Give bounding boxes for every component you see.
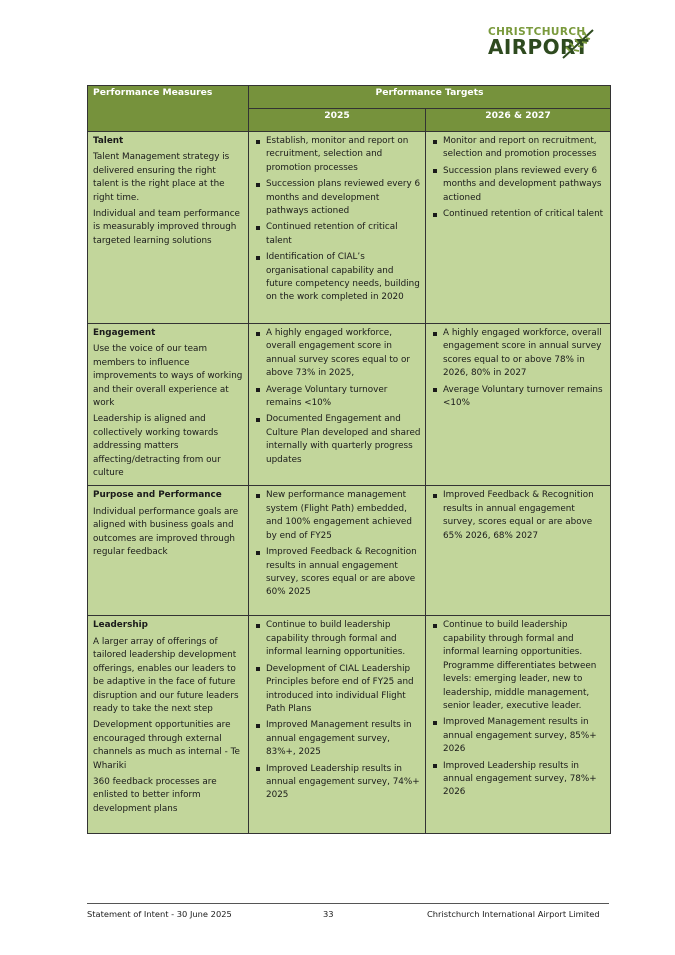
measure-text: A larger array of offerings of tailored leadership development offerings, enables our leaders to be adaptive in the face of future disruption and our future leaders ready to take the next step (93, 636, 239, 714)
list-item: Documented Engagement and Culture Plan developed and shared internally with quarterly progress updates (254, 413, 421, 467)
header-performance-targets: Performance Targets (249, 86, 611, 109)
targets-2025-cell (249, 324, 426, 486)
footer-document-title: Statement of Intent - 30 June 2025 (87, 909, 232, 919)
measure-title: Talent (93, 136, 124, 146)
targets-2026-cell (426, 324, 611, 486)
measure-text: Development opportunities are encouraged through external channels as much as internal - Te Whariki (93, 720, 240, 771)
fern-icon (560, 28, 596, 60)
measure-cell (88, 324, 249, 486)
list-item: Improved Feedback & Recognition results in annual engagement survey, scores equal or are above 65% 2026, 68% 2027 (431, 489, 606, 543)
measure-text: Individual and team performance is measurably improved through targeted learning solutions (93, 209, 240, 246)
measure-text: Individual performance goals are aligned with business goals and outcomes are improved through regular feedback (93, 506, 239, 558)
measure-title: Purpose and Performance (93, 490, 222, 501)
targets-2026-cell (426, 132, 611, 324)
footer-page-number: 33 (323, 909, 334, 919)
list-item: New performance management system (Flight Path) embedded, and 100% engagement achieved by end of FY25 (254, 489, 421, 543)
logo-line1: CHRISTCHURCH (488, 26, 586, 38)
measure-text: Leadership is aligned and collectively working towards addressing matters affecting/detracting from our culture (93, 414, 221, 479)
list-item: Average Voluntary turnover remains <10% (254, 384, 421, 411)
measure-title: Leadership (93, 620, 148, 631)
list-item: Improved Leadership results in annual engagement survey, 78%+ 2026 (431, 760, 606, 800)
header-2025: 2025 (249, 109, 426, 132)
christchurch-airport-logo (486, 26, 598, 62)
list-item: Improved Management results in annual engagement survey, 83%+, 2025 (254, 719, 421, 759)
list-item: Succession plans reviewed every 6 months and development pathways actioned (431, 165, 606, 205)
list-item: Continued retention of critical talent (431, 208, 606, 221)
targets-2026-cell (426, 486, 611, 616)
table-row-purpose-performance (88, 486, 611, 616)
measure-text: Use the voice of our team members to influence improvements to ways of working and their overall experience at work (93, 344, 243, 409)
measure-text: 360 feedback processes are enlisted to better inform development plans (93, 776, 217, 814)
footer-company-name: Christchurch International Airport Limited (427, 909, 600, 919)
list-item: Succession plans reviewed every 6 months and development pathways actioned (254, 178, 421, 218)
list-item: Continue to build leadership capability through formal and informal learning opportunities. (254, 619, 421, 659)
list-item: Development of CIAL Leadership Principles before end of FY25 and introduced into individual Flight Path Plans (254, 663, 421, 717)
header-2026-2027: 2026 & 2027 (426, 109, 611, 132)
footer-divider (87, 903, 609, 904)
measure-cell (88, 132, 249, 324)
list-item: A highly engaged workforce, overall engagement score in annual survey scores equal to or above 73% in 2025, (254, 327, 421, 381)
list-item: Monitor and report on recruitment, selection and promotion processes (431, 135, 606, 162)
table-row-leadership (88, 616, 611, 834)
list-item: Establish, monitor and report on recruitment, selection and promotion processes (254, 135, 421, 175)
list-item: Improved Leadership results in annual engagement survey, 74%+ 2025 (254, 763, 421, 803)
list-item: Identification of CIAL’s organisational capability and future competency needs, building on the work completed in 2020 (254, 251, 421, 305)
table-row-talent (88, 132, 611, 324)
list-item: Average Voluntary turnover remains <10% (431, 384, 606, 411)
table-row-engagement (88, 324, 611, 486)
list-item: Improved Management results in annual engagement survey, 85%+ 2026 (431, 716, 606, 756)
measure-text: Talent Management strategy is delivered ensuring the right talent is the right place at the right time. (93, 152, 230, 203)
targets-2025-cell (249, 486, 426, 616)
list-item: Improved Feedback & Recognition results in annual engagement survey, scores equal or are above 60% 2025 (254, 546, 421, 600)
measure-cell (88, 486, 249, 616)
targets-2025-cell (249, 132, 426, 324)
targets-2026-cell (426, 616, 611, 834)
measure-title: Engagement (93, 328, 156, 338)
list-item: Continued retention of critical talent (254, 221, 421, 248)
targets-2025-cell (249, 616, 426, 834)
logo-line2: AIRPORT (488, 35, 589, 59)
list-item: Continue to build leadership capability through formal and informal learning opportunities. Programme differentiates between levels: emerging leader, new to leadership, middle management, senior leader, executive leader. (431, 619, 606, 713)
list-item: A highly engaged workforce, overall engagement score in annual survey scores equal to or above 78% in 2026, 80% in 2027 (431, 327, 606, 381)
header-performance-measures: Performance Measures (88, 86, 249, 132)
performance-table (87, 85, 611, 834)
measure-cell (88, 616, 249, 834)
